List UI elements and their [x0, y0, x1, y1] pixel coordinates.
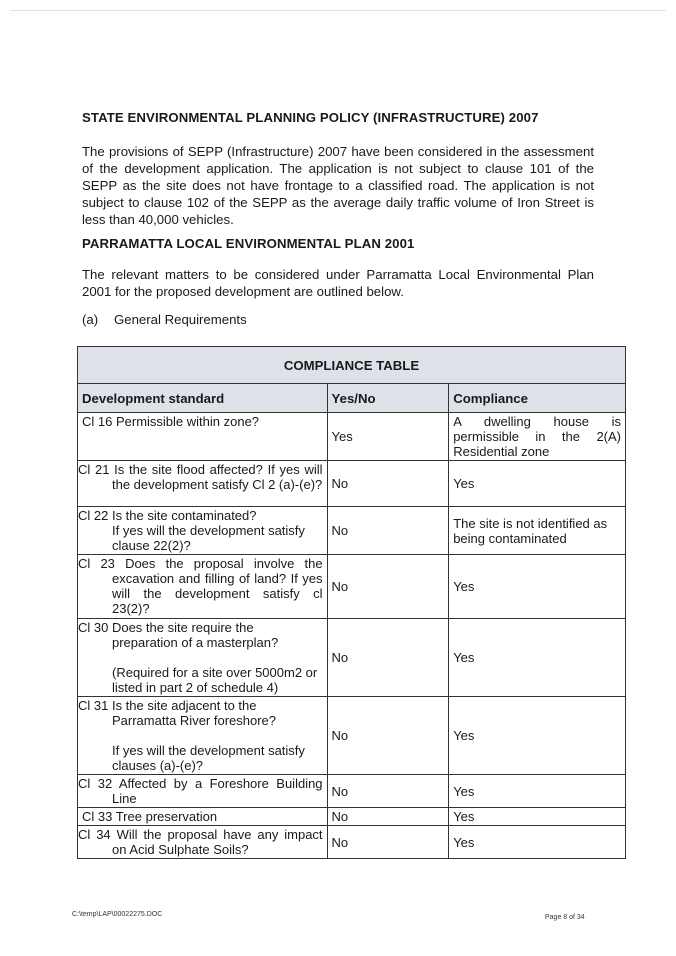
standard-cell: Cl 22 Is the site contaminated? If yes will the development satisfy clause 22(2)?	[78, 507, 328, 555]
yesno-cell: No	[327, 619, 449, 697]
yesno-cell: No	[327, 697, 449, 775]
compliance-cell: The site is not identified as being contaminated	[449, 507, 626, 555]
table-row	[78, 808, 626, 826]
yesno-cell: Yes	[327, 413, 449, 461]
header-development-standard: Development standard	[78, 384, 328, 413]
yesno-cell: No	[327, 461, 449, 507]
subsection-title: General Requirements	[114, 312, 247, 327]
standard-cell: Cl 16 Permissible within zone?	[78, 413, 328, 461]
subsection-number: (a)	[82, 312, 99, 327]
table-row	[78, 775, 626, 808]
table-title: COMPLIANCE TABLE	[78, 347, 626, 384]
yesno-cell: No	[327, 555, 449, 619]
yesno-cell: No	[327, 775, 449, 808]
compliance-cell: Yes	[449, 697, 626, 775]
standard-cell: Cl 31 Is the site adjacent to the Parramatta River foreshore? If yes will the development satisfy clauses (a)-(e)?	[78, 697, 328, 775]
standard-cell: Cl 23 Does the proposal involve the excavation and filling of land? If yes will the development satisfy cl 23(2)?	[78, 555, 328, 619]
subsection-heading	[82, 312, 247, 327]
table-row	[78, 619, 626, 697]
standard-cell: Cl 34 Will the proposal have any impact on Acid Sulphate Soils?	[78, 826, 328, 859]
sepp-heading: STATE ENVIRONMENTAL PLANNING POLICY (INFRASTRUCTURE) 2007	[82, 110, 539, 125]
footer-file-path: C:\temp\LAP\00022275.DOC	[72, 911, 163, 918]
table-title-row	[78, 347, 626, 384]
lep-paragraph: The relevant matters to be considered under Parramatta Local Environmental Plan 2001 for the proposed development are outlined below.	[82, 267, 594, 299]
table-header-row	[78, 384, 626, 413]
yesno-cell: No	[327, 826, 449, 859]
table-row	[78, 461, 626, 507]
header-yes-no: Yes/No	[327, 384, 449, 413]
compliance-cell: Yes	[449, 461, 626, 507]
table-row	[78, 507, 626, 555]
compliance-cell: Yes	[449, 808, 626, 826]
compliance-cell: Yes	[449, 555, 626, 619]
lep-heading: PARRAMATTA LOCAL ENVIRONMENTAL PLAN 2001	[82, 236, 415, 251]
header-compliance: Compliance	[449, 384, 626, 413]
compliance-cell: Yes	[449, 826, 626, 859]
compliance-cell: A dwelling house is permissible in the 2(A) Residential zone	[449, 413, 626, 461]
sepp-paragraph: The provisions of SEPP (Infrastructure) 2007 have been considered in the assessment of the development application. The application is not subject to clause 101 of the SEPP as the site does not have frontage to a classified road. The application is not subject to clause 102 of the SEPP as the average daily traffic volume of Iron Street is less than 40,000 vehicles.	[82, 144, 594, 227]
table-row	[78, 555, 626, 619]
standard-cell: Cl 30 Does the site require the preparation of a masterplan? (Required for a site over 5000m2 or listed in part 2 of schedule 4)	[78, 619, 328, 697]
standard-cell: Cl 32 Affected by a Foreshore Building Line	[78, 775, 328, 808]
page-top-rule	[10, 10, 666, 11]
yesno-cell: No	[327, 507, 449, 555]
table-row	[78, 413, 626, 461]
compliance-cell: Yes	[449, 775, 626, 808]
standard-cell: Cl 21 Is the site flood affected? If yes will the development satisfy Cl 2 (a)-(e)?	[78, 461, 328, 507]
table-row	[78, 826, 626, 859]
yesno-cell: No	[327, 808, 449, 826]
compliance-cell: Yes	[449, 619, 626, 697]
footer-page-number: Page 8 of 34	[545, 914, 585, 921]
table-row	[78, 697, 626, 775]
standard-cell: Cl 33 Tree preservation	[78, 808, 328, 826]
compliance-table	[77, 346, 626, 859]
